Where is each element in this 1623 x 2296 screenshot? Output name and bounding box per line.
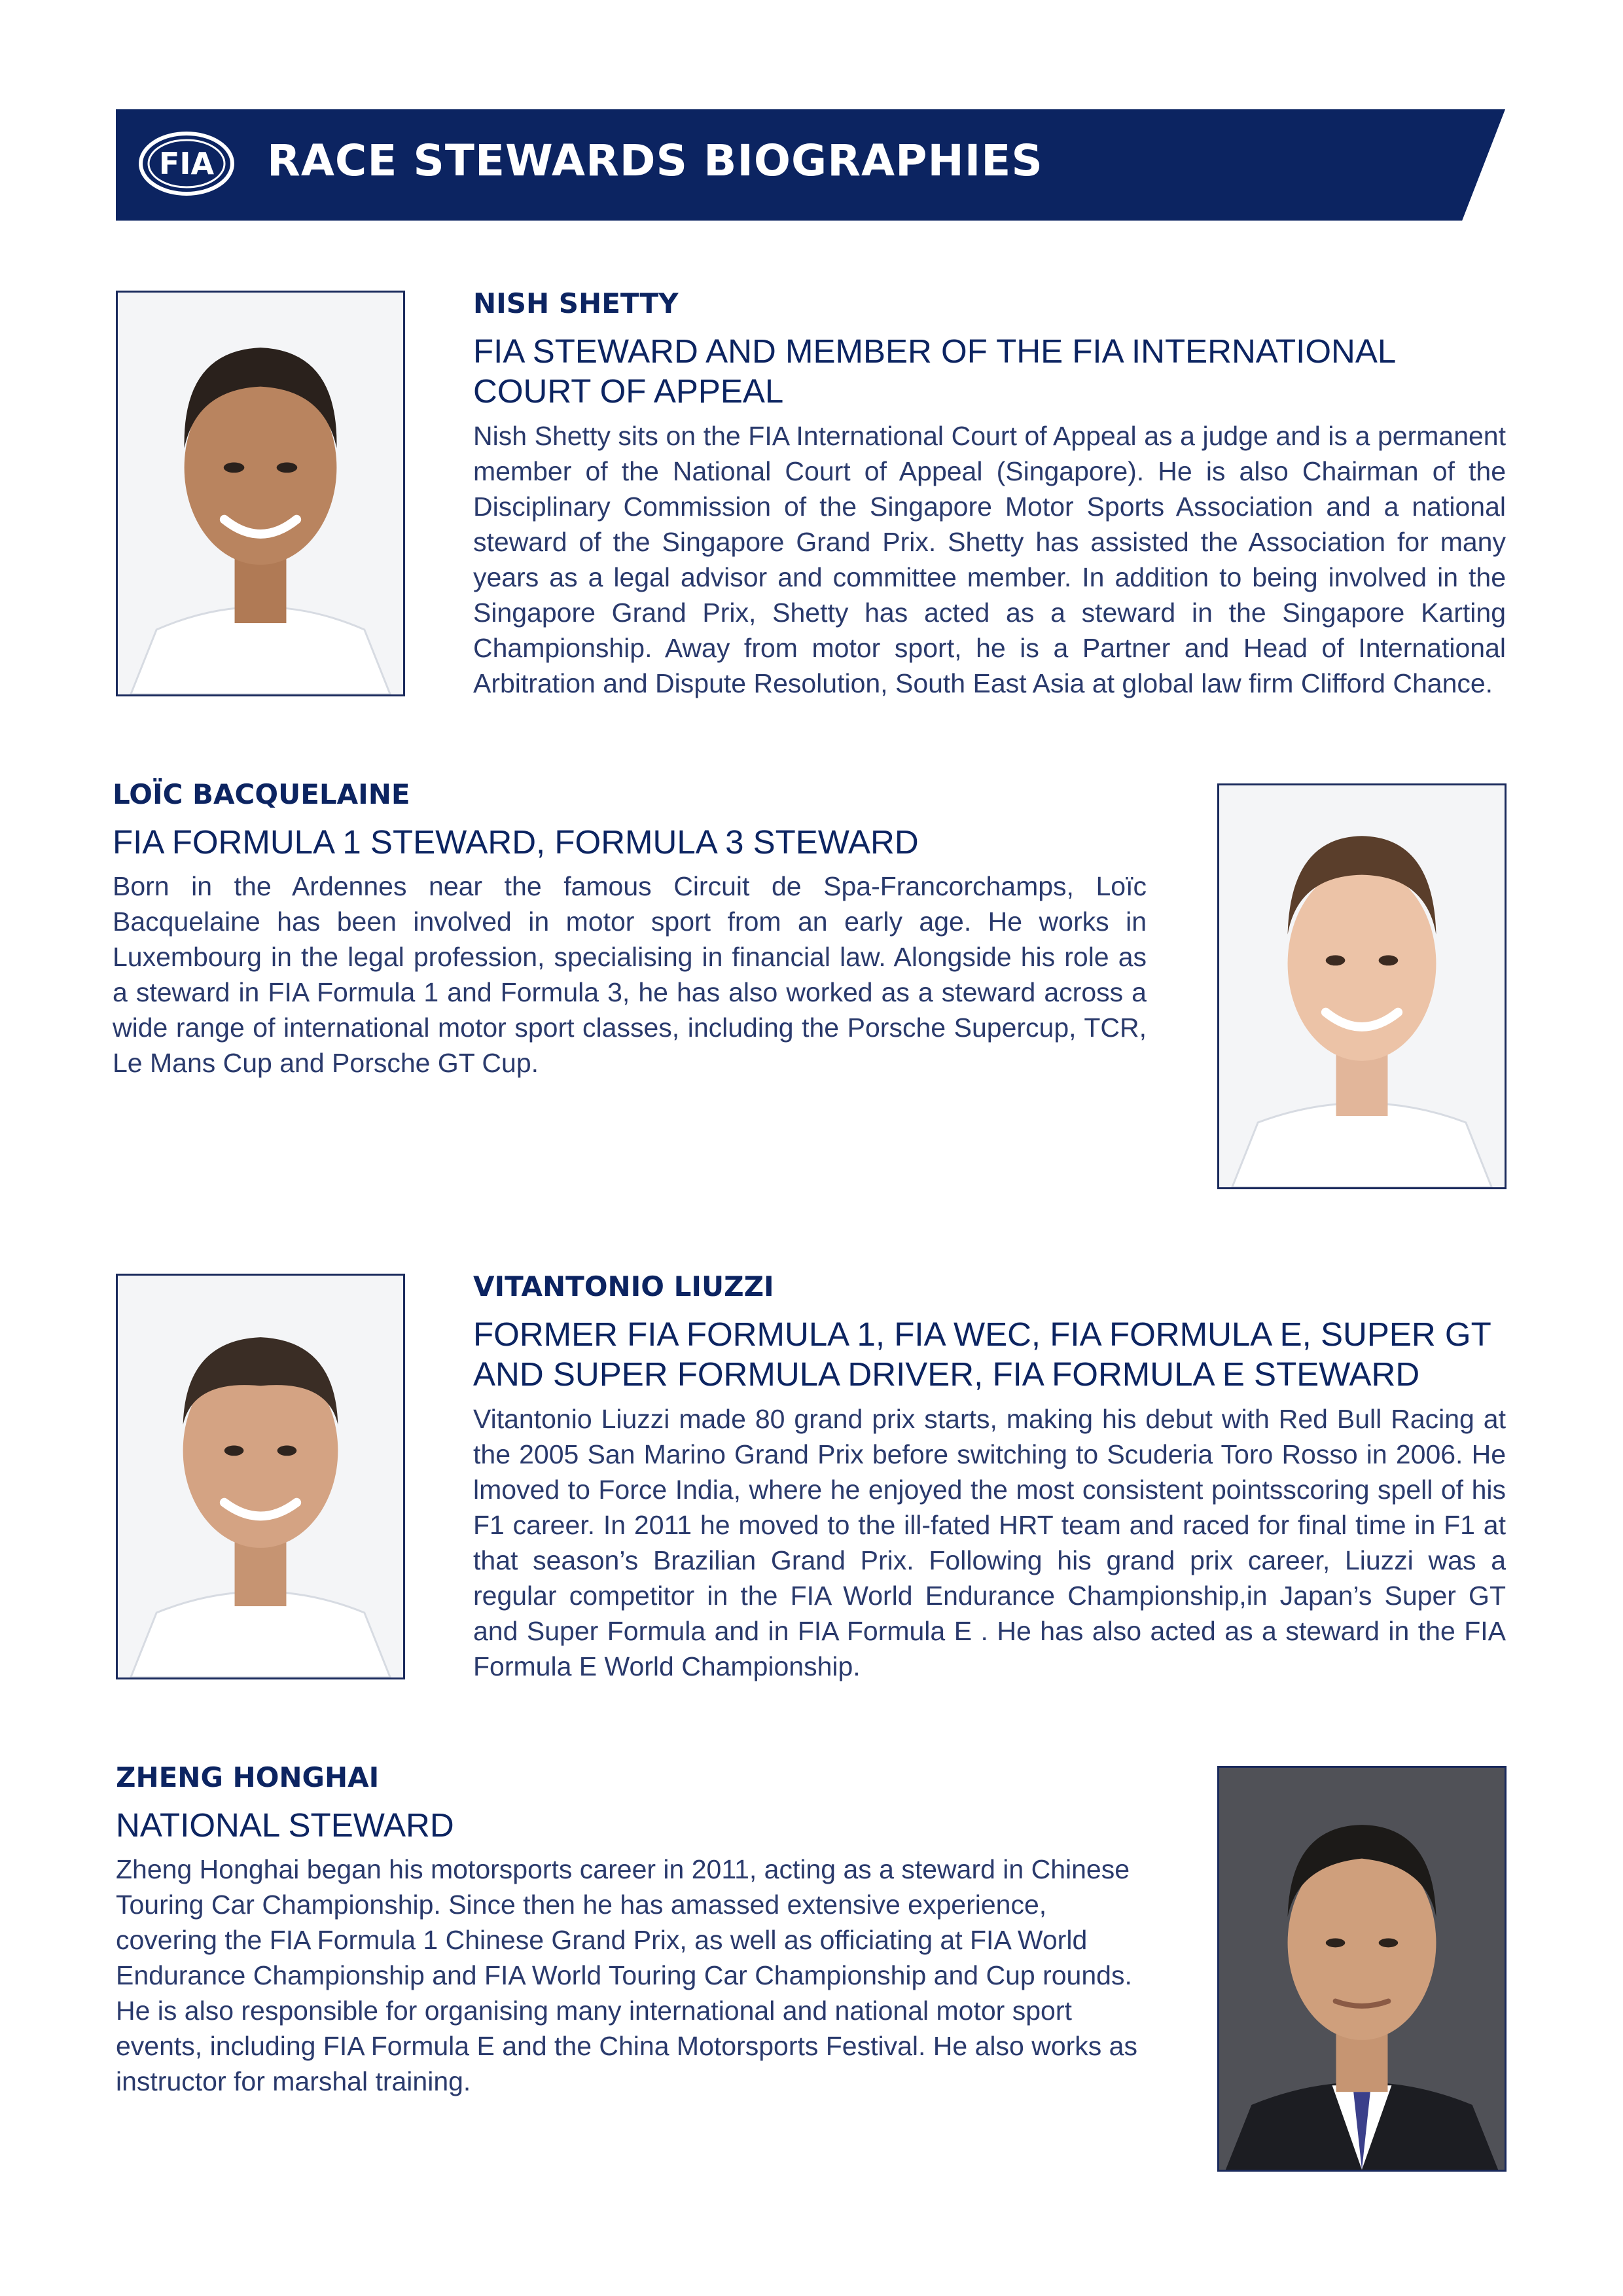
steward-name: LOÏC BACQUELAINE (113, 778, 410, 810)
steward-name: ZHENG HONGHAI (116, 1761, 380, 1793)
steward-name: NISH SHETTY (473, 287, 679, 319)
steward-bio: Nish Shetty sits on the FIA International Court of Appeal as a judge and is a permanent member of the National Court of Appeal (Singapore). He is also Chairman of the Disciplinary Commission of the Singapore Motor Sports Association and a national steward of the Singapore Grand Prix. Shetty has assisted the Association for many years as a legal advisor and committee member. In addition to being involved in the Singapore Grand Prix, Shetty has acted as a steward in the Singapore Karting Championship. Away from motor sport, he is a Partner and Head of International Arbitration and Dispute Resolution, South East Asia at global law firm Clifford Chance. (473, 420, 1506, 698)
bio-vitantonio-liuzzi (473, 1271, 1506, 1684)
portrait-nish-shetty (116, 291, 405, 696)
steward-bio: Vitantonio Liuzzi made 80 grand prix starts, making his debut with Red Bull Racing at the 2005 San Marino Grand Prix before switching to Scuderia Toro Rosso in 2006. He lmoved to Force India, where he enjoyed the most consistent pointsscoring spell of his F1 career. In 2011 he moved to the ill-fated HRT team and raced for final time in F1 at that season’s Brazilian Grand Prix. Following his grand prix career, Liuzzi was a regular competitor in the FIA World Endurance Championship,in Japan’s Super GT and Super Formula and in FIA Formula E . He has also acted as a steward in the FIA Formula E World Championship. (473, 1403, 1506, 1681)
portrait-zheng-honghai (1217, 1766, 1507, 2172)
bio-nish-shetty (473, 288, 1506, 701)
portrait-vitantonio-liuzzi (116, 1274, 405, 1679)
portrait-loic-bacquelaine (1217, 783, 1507, 1189)
steward-role: FIA FORMULA 1 STEWARD, FORMULA 3 STEWARD (113, 823, 919, 861)
steward-name: VITANTONIO LIUZZI (473, 1270, 774, 1302)
fia-logo-text: FIA (158, 146, 215, 181)
bio-loic-bacquelaine (113, 779, 1147, 1081)
steward-role: FORMER FIA FORMULA 1, FIA WEC, FIA FORMULA E, SUPER GT AND SUPER FORMULA DRIVER, FIA FORMULA E STEWARD (473, 1316, 1491, 1393)
bio-zheng-honghai (116, 1762, 1150, 2099)
steward-role: NATIONAL STEWARD (116, 1806, 454, 1844)
fia-logo (137, 131, 236, 196)
page-title: RACE STEWARDS BIOGRAPHIES (267, 135, 1043, 186)
steward-bio: Born in the Ardennes near the famous Circuit de Spa-Francorchamps, Loïc Bacquelaine has been involved in motor sport from an early age. He works in Luxembourg in the legal profession, specialising in financial law. Alongside his role as a steward in FIA Formula 1 and Formula 3, he has also worked as a steward across a wide range of international motor sport classes, including the Porsche Supercup, TCR, Le Mans Cup and Porsche GT Cup. (113, 871, 1147, 1079)
steward-bio: Zheng Honghai began his motorsports career in 2011, acting as a steward in Chinese Touring Car Championship. Since then he has amassed extensive experience, covering the FIA Formula 1 Chinese Grand Prix, as well as officiating at FIA World Endurance Championship and FIA World Touring Car Championship and Cup rounds. He is also responsible for organising many international and national motor sport events, including FIA Formula E and the China Motorsports Festival. He also works as instructor for marshal training. (116, 1854, 1137, 2097)
steward-role: FIA STEWARD AND MEMBER OF THE FIA INTERNATIONAL COURT OF APPEAL (473, 332, 1395, 410)
